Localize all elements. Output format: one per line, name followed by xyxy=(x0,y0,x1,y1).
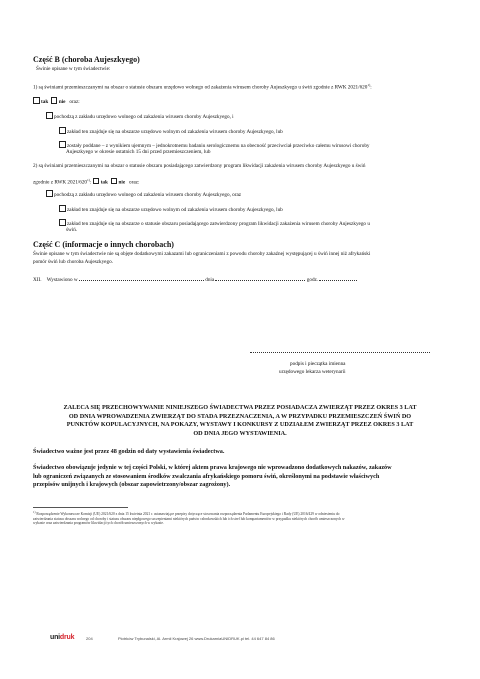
issued-place-field[interactable] xyxy=(79,276,204,281)
item-2-a1-checkbox[interactable] xyxy=(59,205,66,212)
item-2-a1 xyxy=(59,205,283,214)
nie-label: nie xyxy=(118,179,126,186)
item-2-a-text: pochodzą z zakładu urzędowo wolnego od zakażenia wirusem choroby Aujeszkyego, oraz xyxy=(54,192,242,198)
part-b-title: Część B (choroba Aujeszkyego) xyxy=(33,55,140,64)
validity-note: Świadectwo ważne jest przez 48 godzin od daty wystawienia świadectwa. xyxy=(33,448,225,455)
issued-line xyxy=(33,276,357,284)
notice-line: PUNKTÓW KOPULACYJNYCH, NA POKAZY, WYSTAWY I KONKURSY Z UDZIAŁEM ZWIERZĄT PRZEZ OKRES 3 LAT xyxy=(66,421,414,429)
unidruk-logo xyxy=(50,634,74,641)
signature-caption-2: urzędowego lekarza weterynarii xyxy=(279,369,346,375)
issued-hour-label: godz. xyxy=(306,277,319,283)
footnote xyxy=(33,510,345,526)
issued-hour-field[interactable] xyxy=(319,276,357,281)
oraz-label: oraz: xyxy=(69,99,80,105)
signature-caption-1: podpis i pieczątka imienna xyxy=(290,361,346,367)
issued-date-field[interactable] xyxy=(215,276,305,281)
scope-line: Świadectwo obowiązuje jedynie w tej części Polski, w której aktem prawa krajowego nie wprowadzono dodatkowych nakazów, zakazów xyxy=(33,464,392,471)
part-b-intro: Świnie opisane w tym świadectwie: xyxy=(36,66,111,72)
footnote-mark: 1) xyxy=(33,510,36,514)
footnote-ref: 1) xyxy=(367,83,371,87)
oraz-label: oraz: xyxy=(129,179,140,186)
item-2-a-checkbox[interactable] xyxy=(46,190,53,197)
nie-checkbox[interactable] xyxy=(111,178,118,185)
item-1-a-text: pochodzą z zakładu urzędowo wolnego od zakażenia wirusem choroby Aujeszkyego, i xyxy=(54,114,234,120)
item-2-a xyxy=(46,190,241,199)
item-2-choice: zgodnie z RWK 2021/620$^{1)}$: tak nie oraz: xyxy=(33,178,140,186)
tak-label: tak xyxy=(41,99,49,105)
footnote-ref: 1) xyxy=(87,178,90,182)
item-2-a2 xyxy=(59,219,370,228)
storage-notice xyxy=(0,404,480,438)
part-c-text-1: Świnie opisane w tym świadectwie nie są objęte dodatkowymi zakazami lub ograniczeniami z powodu choroby zakaźnej występującej u świń innej niż afrykański xyxy=(33,251,371,257)
footnote-line: wykazie oraz zatwierdzania programów likwidacji tych chorób umieszczonych w wykazie. xyxy=(33,521,164,526)
item-1-a1-checkbox[interactable] xyxy=(59,127,66,134)
logo-part: uni xyxy=(50,634,60,641)
part-b-item-1: 1) są świniami przemieszczanymi na obszar o statusie obszaru urzędowo wolnego od zakażenia wirusem choroby Aujeszkyego u świń zgodnie z RWK 2021/620$^{1)}$: xyxy=(33,83,372,91)
tak-label: tak xyxy=(100,179,108,186)
notice-line: OD DNIA WPROWADZENIA ZWIERZĄT DO STADA PRZEZNACZENIA, A W PRZYPADKU PRZEMIESZCZEŃ ŚWIŃ DO xyxy=(68,412,412,420)
logo-part-accent: druk xyxy=(59,634,75,641)
scope-note xyxy=(33,464,392,490)
part-c-title: Część C (informacje o innych chorobach) xyxy=(33,240,174,249)
page-number: 204 xyxy=(86,636,93,641)
item-1-text: 1) są świniami przemieszczanymi na obszar o statusie obszaru urzędowo wolnego od zakażenia wirusem choroby Aujeszkyego u świń zgodnie z RWK 2021/620 xyxy=(33,84,368,91)
footnote-divider xyxy=(33,507,128,508)
tak-checkbox[interactable] xyxy=(93,178,100,185)
item-1-a-checkbox[interactable] xyxy=(46,112,53,119)
section-number: XII. xyxy=(33,277,42,283)
item-1-choice xyxy=(33,97,80,106)
item-2-a2-checkbox[interactable] xyxy=(59,219,66,226)
scope-line: lub ograniczeń związanych ze stosowaniem środków zwalczania afrykańskiego pomoru świń, określonymi na podstawie właściwych xyxy=(33,472,380,480)
scope-line: przepisów unijnych i krajowych (obszar zapowietrzony/obszar zagrożony). xyxy=(33,481,231,489)
notice-line: ZALECA SIĘ PRZECHOWYWANIE NINIEJSZEGO ŚWIADECTWA PRZEZ POSIADACZA ZWIERZĄT PRZEZ OKRES 3 LAT xyxy=(63,404,417,411)
footnote-line: Rozporządzenie Wykonawcze Komisji (UE) 2021/620 z dnia 15 kwietnia 2021 r. ustanawiające przepisy dotyczące stosowania rozporządzenia Parlamentu Europejskiego i Rady (UE) 2016/429 w odniesieniu do xyxy=(36,512,340,517)
item-2-text-cont: zgodnie z RWK 2021/620 xyxy=(33,179,88,186)
item-1-a2-text: zostały poddane – z wynikiem ujemnym – jednokrotnemu badaniu serologicznemu na obecność przeciwciał przeciwko całemu wirusowi choroby xyxy=(67,143,370,149)
printer-address: Piotrków Trybunalski, Al. Armii Krajowej 26 www.DrukarniaUNIDRUK.pl tel. 44 647 84 86 xyxy=(118,636,275,641)
item-1-a2-checkbox[interactable] xyxy=(59,141,66,148)
item-2-a1-text: zakład ten znajduje się na obszarze urzędowo wolnym od zakażenia wirusem choroby Aujeszkyego, lub xyxy=(67,207,283,213)
footnote-line: zatwierdzania statusu obszaru wolnego od choroby i statusu obszaru niepłgowego szczepieniami niektórych państw członkowskich lub ich stref lub kompartamentów w przypadku niektórych chorób umieszczonych w xyxy=(33,516,345,521)
item-1-a1-text: zakład ten znajduje się na obszarze urzędowo wolnym od zakażenia wirusem choroby Aujeszkyego, lub xyxy=(67,129,283,135)
item-2-a2-text: zakład ten znajduje się na obszarze o statusie obszaru posiadającego zatwierdzony program likwidacji zakażenia wirusem choroby Aujeszkyego u xyxy=(67,221,370,227)
notice-line: OD DNIA JEGO WYSTAWIENIA. xyxy=(193,429,287,437)
nie-checkbox[interactable] xyxy=(51,97,58,104)
signature-line[interactable] xyxy=(250,352,430,353)
nie-label: nie xyxy=(58,99,66,105)
item-1-a2-cont: Aujeszkyego w okresie ostatnich 15 dni przed przemieszczeniem, lub xyxy=(66,149,211,155)
item-1-a xyxy=(46,112,234,121)
item-2-a2-cont: świń. xyxy=(66,227,78,233)
part-c-text-2: pomór świń lub choroba Aujeszkyego. xyxy=(33,259,113,265)
issued-place-label: Wystawiono w xyxy=(46,277,78,283)
issued-date-label: dnia xyxy=(205,277,215,283)
part-b-item-2: 2) są świniami przemieszczanymi na obszar o statusie obszaru posiadającego zatwierdzony program likwidacji zakażenia wirusem choroby Aujeszkyego u świń xyxy=(33,163,366,169)
item-1-a1 xyxy=(59,127,283,136)
tak-checkbox[interactable] xyxy=(33,97,40,104)
